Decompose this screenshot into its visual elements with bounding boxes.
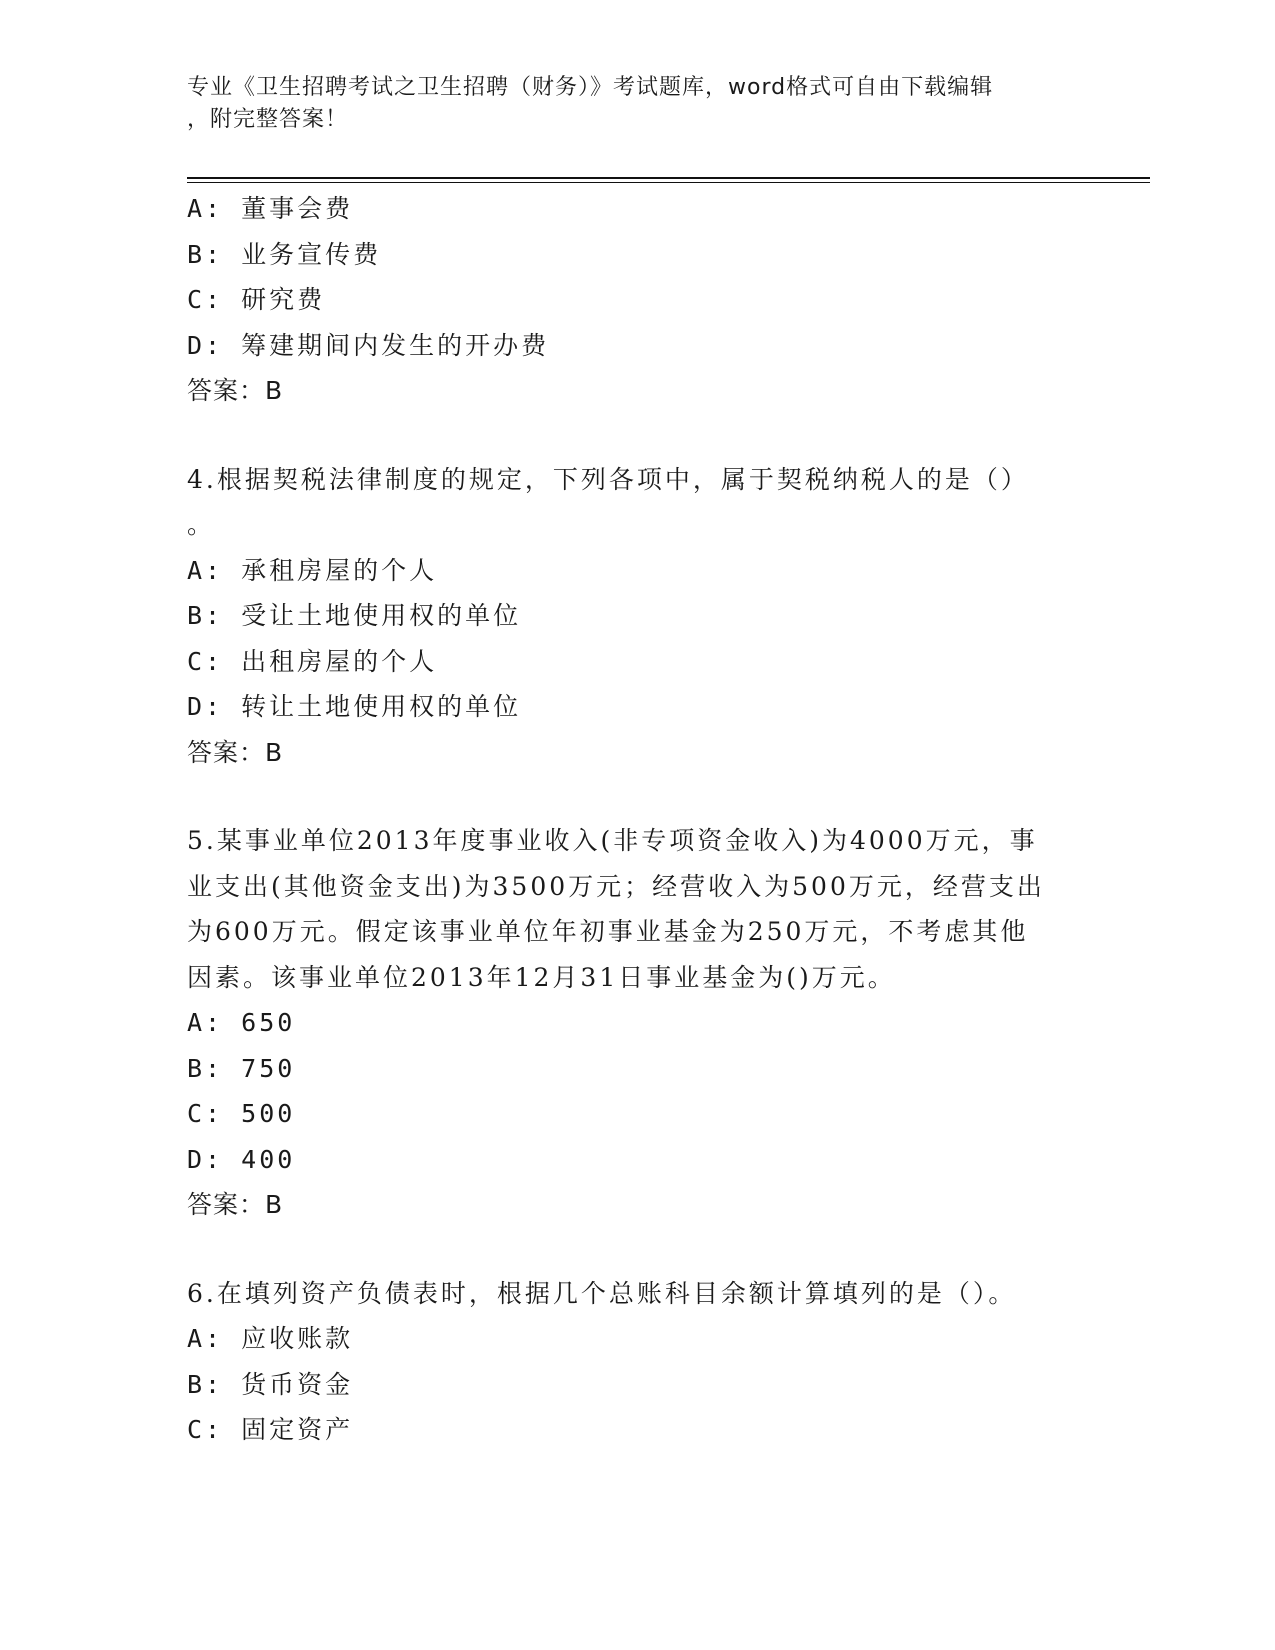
option-a: A: 董事会费	[187, 194, 354, 223]
option-c: C: 出租房屋的个人	[187, 646, 438, 676]
option-c: C: 研究费	[187, 285, 326, 314]
option-a: A: 应收账款	[187, 1324, 354, 1353]
question-stem: 4.根据契税法律制度的规定，下列各项中，属于契税纳税人的是（）	[187, 464, 1029, 494]
option-a: A: 承租房屋的个人	[187, 555, 438, 585]
question-stem-line-2: 业支出(其他资金支出)为3500万元；经营收入为500万元，经营支出	[187, 871, 1045, 901]
question-stem-line-4: 因素。该事业单位2013年12月31日事业基金为()万元。	[187, 962, 896, 992]
option-b: B: 750	[187, 1053, 296, 1083]
spacer	[187, 1228, 1087, 1271]
question-stem-line-3: 为600万元。假定该事业单位年初事业基金为250万元，不考虑其他	[187, 917, 1029, 946]
option-b: B: 受让土地使用权的单位	[187, 601, 522, 630]
spacer	[187, 775, 1087, 818]
answer: 答案：B	[187, 1190, 284, 1219]
answer: 答案：B	[187, 376, 284, 405]
option-d: D: 400	[187, 1144, 296, 1174]
header-divider-thick	[187, 177, 1150, 179]
option-c: C: 固定资产	[187, 1415, 354, 1444]
option-b: B: 业务宣传费	[187, 239, 382, 269]
option-b: B: 货币资金	[187, 1369, 354, 1399]
header-divider-thin	[187, 182, 1150, 183]
option-c: C: 500	[187, 1099, 296, 1128]
option-d: D: 筹建期间内发生的开办费	[187, 330, 550, 360]
answer: 答案：B	[187, 737, 284, 767]
question-stem: 6.在填列资产负债表时，根据几个总账科目余额计算填列的是（）。	[187, 1278, 1017, 1308]
question-6	[187, 1271, 1087, 1453]
question-5	[187, 818, 1087, 1228]
question-4	[187, 457, 1087, 776]
question-stem-line-1: 5.某事业单位2013年度事业收入(非专项资金收入)为4000万元，事	[187, 826, 1038, 855]
question-3	[187, 186, 1087, 414]
document-header	[187, 72, 1067, 136]
header-line-1: 专业《卫生招聘考试之卫生招聘（财务）》考试题库，word格式可自由下载编辑	[187, 75, 994, 100]
option-a: A: 650	[187, 1008, 296, 1037]
option-d: D: 转让土地使用权的单位	[187, 692, 522, 721]
question-stem-continuation: 。	[187, 510, 216, 539]
question-list	[187, 186, 1087, 1453]
header-line-2: ，附完整答案！	[187, 107, 349, 132]
spacer	[187, 414, 1087, 457]
